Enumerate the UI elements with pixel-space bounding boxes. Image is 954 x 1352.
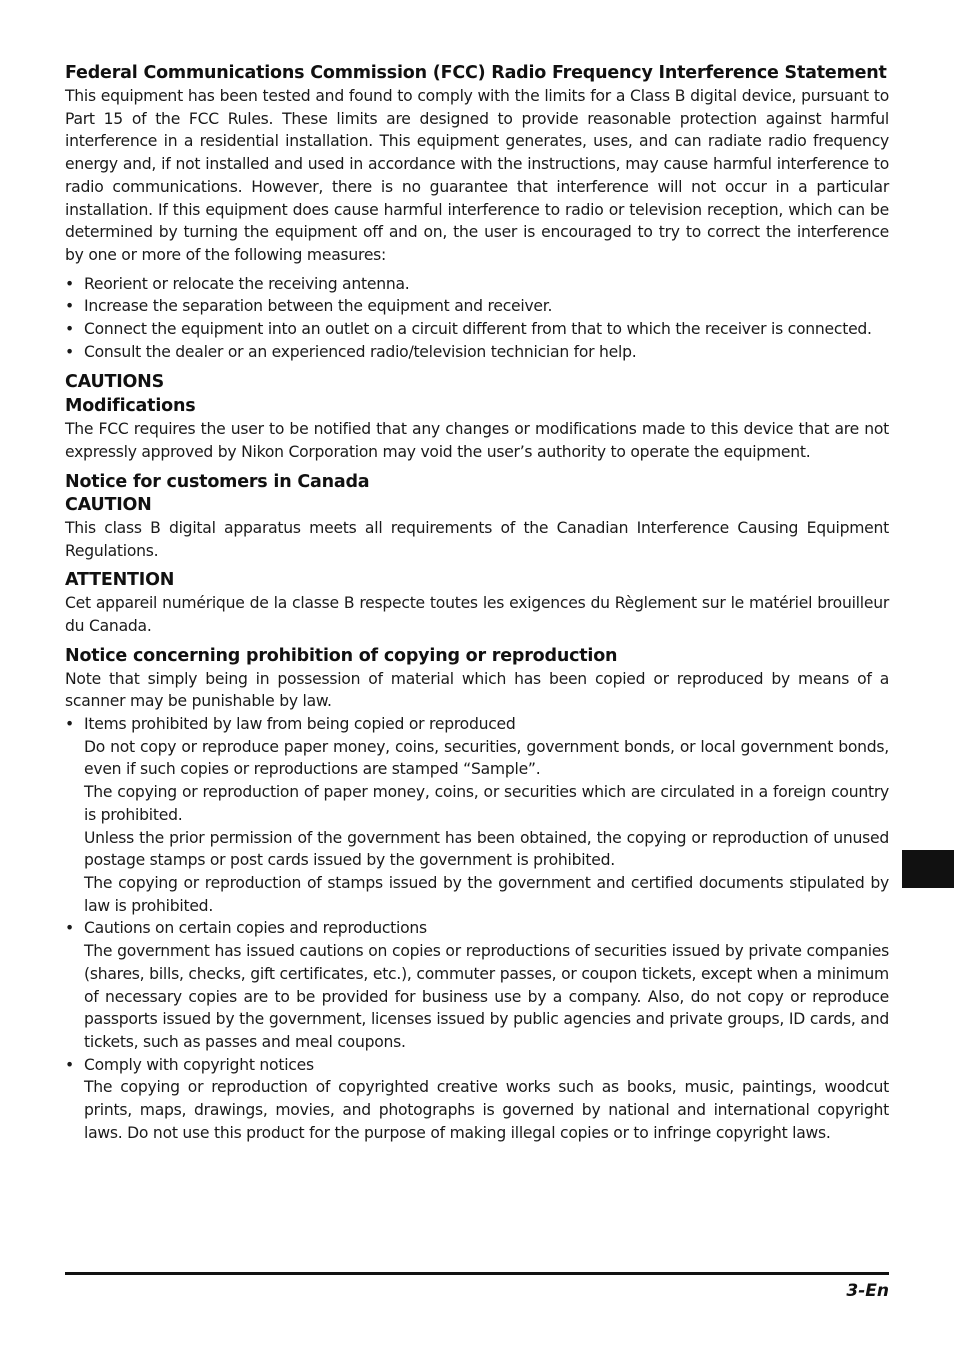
list-item: • Increase the separation between the equipment and receiver. bbox=[65, 295, 889, 318]
canada-heading: Notice for customers in Canada bbox=[65, 471, 370, 492]
document-body bbox=[65, 62, 889, 1144]
canada-body: This class B digital apparatus meets all requirements of the Canadian Interference Causing Equipment Regulations. bbox=[65, 518, 889, 560]
attention-body: Cet appareil numérique de la classe B respecte toutes les exigences du Règlement sur le matériel brouilleur du Canada. bbox=[65, 594, 889, 635]
list-item-paragraph: The copying or reproduction of copyrighted creative works such as books, music, paintings, woodcut prints, maps, drawings, movies, and photographs is governed by national and international copyright laws. Do not use this product for the purpose of making illegal copies or to infringe copyright laws. bbox=[84, 1078, 889, 1142]
canada-caution-heading: CAUTION bbox=[65, 494, 152, 515]
list-item: • Reorient or relocate the receiving antenna. bbox=[65, 273, 889, 296]
cautions-heading: CAUTIONS bbox=[65, 372, 165, 393]
list-item-paragraph: Unless the prior permission of the government has been obtained, the copying or reproduction of unused postage stamps or post cards issued by the government is prohibited. bbox=[84, 828, 889, 870]
bullet-icon: • bbox=[65, 1055, 74, 1074]
list-item bbox=[65, 917, 889, 1053]
list-item-paragraph: The copying or reproduction of stamps issued by the government and certified documents stipulated by law is prohibited. bbox=[84, 873, 889, 915]
copying-heading: Notice concerning prohibition of copying or reproduction bbox=[65, 645, 618, 666]
attention-heading: ATTENTION bbox=[65, 570, 175, 591]
copying-intro: Note that simply being in possession of material which has been copied or reproduced by means of a scanner may be punishable by law. bbox=[65, 669, 889, 711]
fcc-heading: Federal Communications Commission (FCC) Radio Frequency Interference Statement bbox=[65, 63, 887, 83]
list-item: • Connect the equipment into an outlet on a circuit different from that to which the receiver is connected. bbox=[65, 318, 889, 341]
copying-list bbox=[65, 713, 889, 1144]
list-item-title: Cautions on certain copies and reproductions bbox=[84, 919, 427, 938]
bullet-icon: • bbox=[65, 715, 74, 734]
fcc-measures-list bbox=[65, 273, 889, 364]
list-item bbox=[65, 1054, 889, 1145]
bullet-icon: • bbox=[65, 297, 74, 316]
list-item-paragraph: The government has issued cautions on copies or reproductions of securities issued by private companies (shares, bills, checks, gift certificates, etc.), commuter passes, or coupon tickets, except when a minimum of necessary copies are to be provided for business use by a company. Also, do not copy or reproduce passports issued by the government, licenses issued by public agencies and private groups, ID cards, and tickets, such as passes and meal coupons. bbox=[84, 942, 889, 1051]
list-item-title: Items prohibited by law from being copied or reproduced bbox=[84, 715, 516, 734]
list-item-paragraph: Do not copy or reproduce paper money, coins, securities, government bonds, or local government bonds, even if such copies or reproductions are stamped “Sample”. bbox=[84, 737, 889, 779]
footer-rule bbox=[65, 1272, 889, 1275]
bullet-icon: • bbox=[65, 919, 74, 938]
bullet-icon: • bbox=[65, 320, 74, 339]
modifications-body: The FCC requires the user to be notified that any changes or modifications made to this device that are not expressly approved by Nikon Corporation may void the user’s authority to operate the equipment. bbox=[65, 420, 889, 462]
bullet-icon: • bbox=[65, 274, 74, 293]
list-item: • Consult the dealer or an experienced radio/television technician for help. bbox=[65, 341, 889, 364]
page-number: 3-En bbox=[846, 1281, 889, 1301]
section-tab-marker bbox=[902, 850, 954, 888]
list-item-title: Comply with copyright notices bbox=[84, 1055, 314, 1074]
bullet-icon: • bbox=[65, 342, 74, 361]
modifications-heading: Modifications bbox=[65, 396, 196, 417]
list-item bbox=[65, 713, 889, 917]
list-item-paragraph: The copying or reproduction of paper money, coins, or securities which are circulated in a foreign country is prohibited. bbox=[84, 783, 889, 824]
fcc-body: This equipment has been tested and found to comply with the limits for a Class B digital device, pursuant to Part 15 of the FCC Rules. These limits are designed to provide reasonable protection against harmful interference in a residential installation. This equipment generates, uses, and can radiate radio frequency energy and, if not installed and used in accordance with the instructions, may cause harmful interference to radio communications. However, there is no guarantee that interference will not occur in a particular installation. If this equipment does cause harmful interference to radio or television reception, which can be determined by turning the equipment off and on, the user is encouraged to try to correct the interference by one or more of the following measures: bbox=[65, 87, 889, 264]
